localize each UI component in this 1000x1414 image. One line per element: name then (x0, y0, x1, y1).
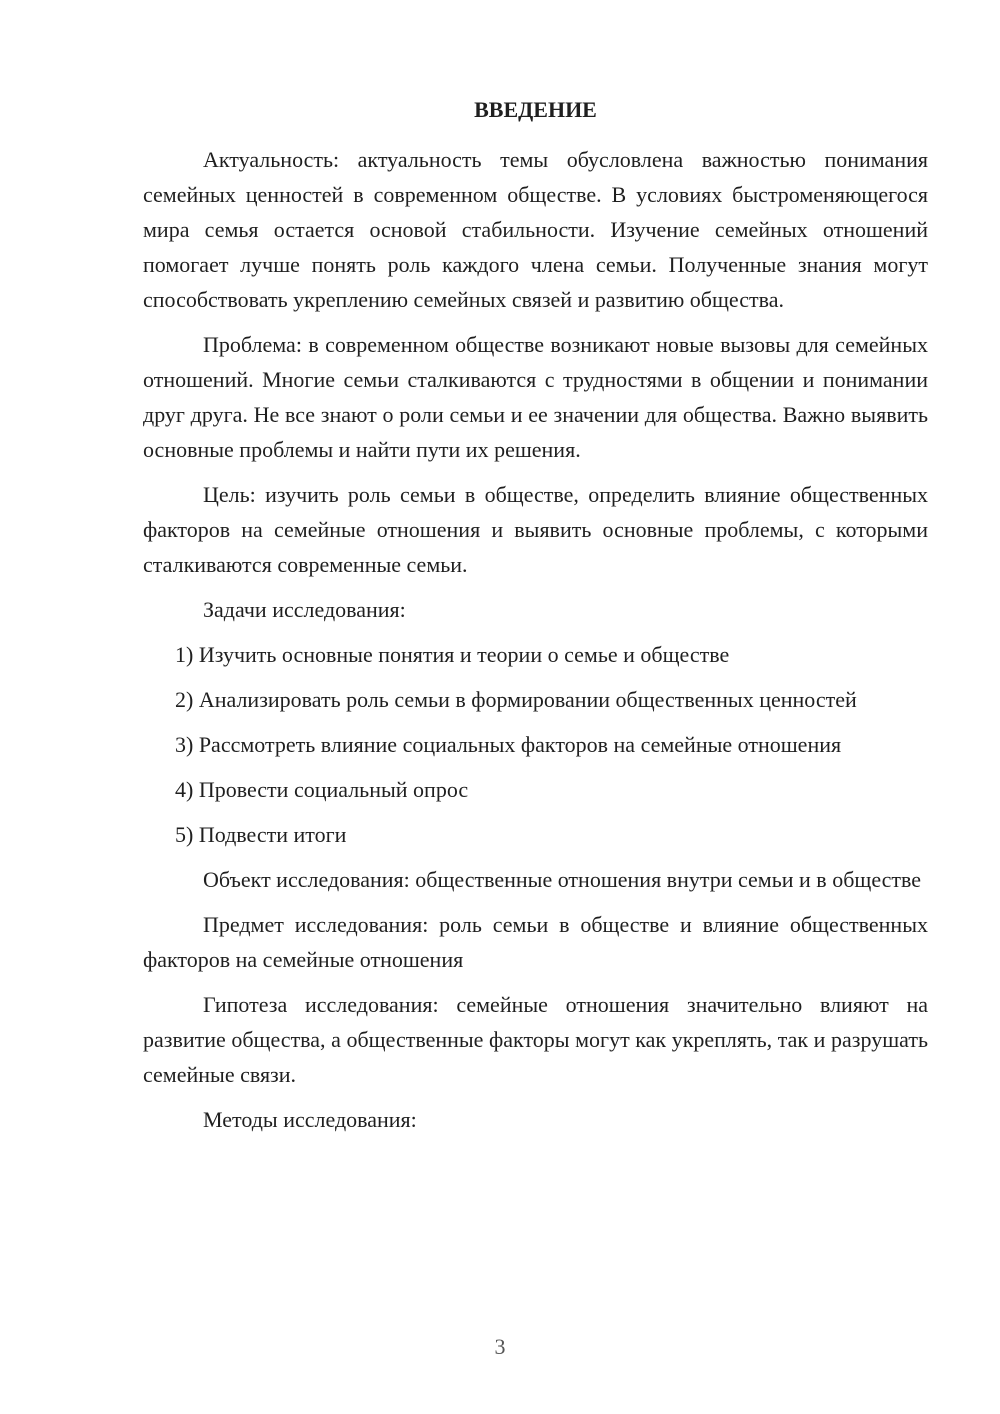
paragraph-tasks-heading: Задачи исследования: (203, 597, 406, 622)
paragraph-object: Объект исследования: общественные отношения внутри семьи и в обществе (203, 867, 922, 892)
task-item-5: 5) Подвести итоги (175, 822, 347, 847)
task-item-4: 4) Провести социальный опрос (175, 777, 469, 802)
page-number: 3 (494, 1334, 506, 1359)
paragraph-relevance: Актуальность: актуальность темы обусловлена важностью понимания семейных ценностей в современном обществе. В условиях быстроменяющегося мира семья остается основой стабильности. Изучение семейных отношений помогает лучше понять роль каждого члена семьи. Полученные знания могут способствовать укреплению семейных связей и развитию общества. (143, 147, 928, 312)
paragraph-problem: Проблема: в современном обществе возникают новые вызовы для семейных отношений. Многие семьи сталкиваются с трудностями в общении и понимании друг друга. Не все знают о роли семьи и ее значении для общества. Важно выявить основные проблемы и найти пути их решения. (143, 332, 928, 462)
task-item-3: 3) Рассмотреть влияние социальных факторов на семейные отношения (175, 732, 842, 757)
paragraph-methods: Методы исследования: (203, 1107, 417, 1132)
document-body (143, 142, 928, 1147)
page-title: ВВЕДЕНИЕ (474, 97, 597, 122)
task-item-1: 1) Изучить основные понятия и теории о семье и обществе (175, 642, 730, 667)
paragraph-subject: Предмет исследования: роль семьи в обществе и влияние общественных факторов на семейные отношения (143, 912, 928, 972)
task-item-2: 2) Анализировать роль семьи в формировании общественных ценностей (175, 687, 857, 712)
paragraph-goal: Цель: изучить роль семьи в обществе, определить влияние общественных факторов на семейные отношения и выявить основные проблемы, с которыми сталкиваются современные семьи. (143, 482, 928, 577)
paragraph-hypothesis: Гипотеза исследования: семейные отношения значительно влияют на развитие общества, а общественные факторы могут как укреплять, так и разрушать семейные связи. (143, 992, 928, 1087)
